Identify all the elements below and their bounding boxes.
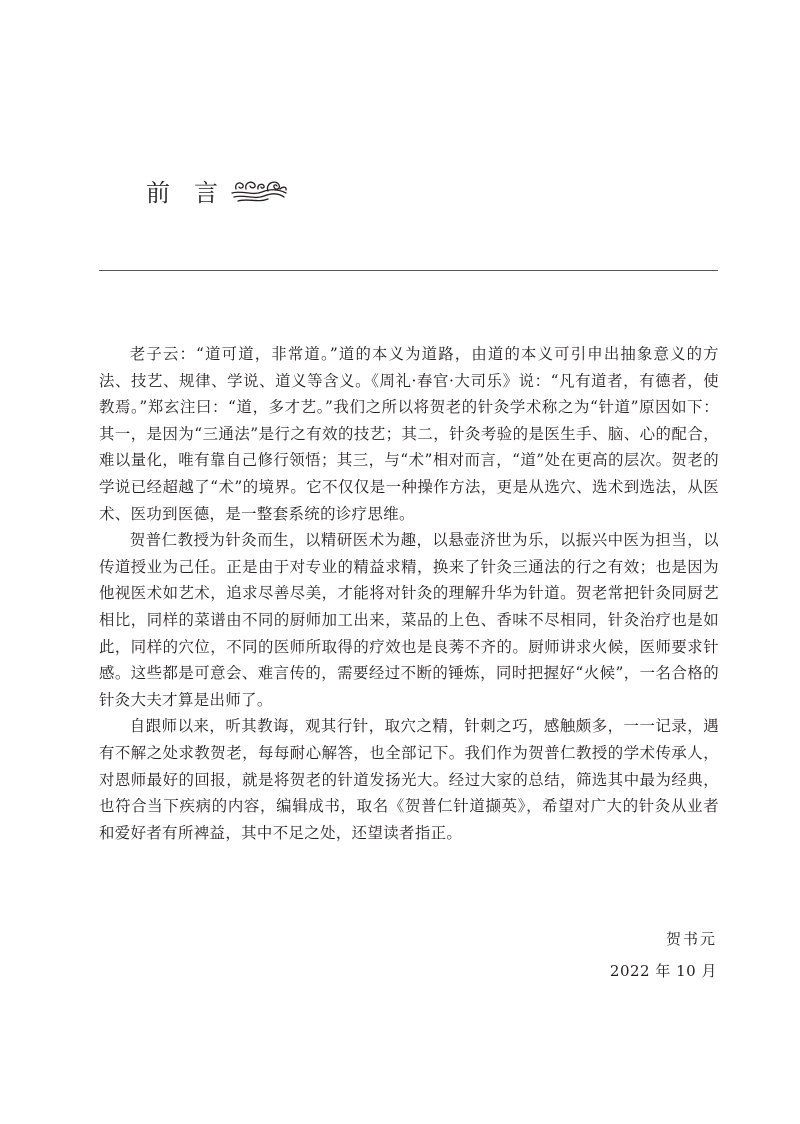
title-char-2: 言 [194, 178, 218, 207]
paragraph-3: 自跟师以来，听其教诲，观其行针，取穴之精，针刺之巧，感触颇多，一一记录，遇有不解之处求教贺老，每每耐心解答，也全部记下。我们作为贺普仁教授的学术传承人，对恩师最好的回报，就是将贺老的针道发扬光大。经过大家的总结，筛选其中最为经典，也符合当下疾病的内容，编辑成书，取名《贺普仁针道撷英》，希望对广大的针灸从业者和爱好者有所裨益，其中不足之处，还望读者指正。 [99, 717, 719, 842]
preface-body [99, 341, 719, 846]
signature-date: 2022 年 10 月 [609, 962, 717, 980]
paragraph-1: 老子云：“道可道，非常道。”道的本义为道路，由道的本义可引申出抽象意义的方法、技艺、规律、学说、道义等含义。《周礼·春官·大司乐》说：“凡有道者，有德者，使教焉。”郑玄注曰：“道，多才艺。”我们之所以将贺老的针灸学术称之为“针道”原因如下：其一，是因为“三通法”是行之有效的技艺；其二，针灸考验的是医生手、脑、心的配合，难以量化，唯有靠自己修行领悟；其三，与“术”相对而言，“道”处在更高的层次。贺老的学说已经超越了“术”的境界。它不仅仅是一种操作方法，更是从选穴、选术到选法，从医术、医功到医德，是一整套系统的诊疗思维。 [99, 345, 719, 523]
title-divider [99, 270, 718, 271]
author-signature: 贺书元 [665, 930, 717, 948]
title-char-1: 前 [146, 178, 170, 207]
cloud-ornament-icon [228, 177, 290, 203]
paragraph-2: 贺普仁教授为针灸而生，以精研医术为趣，以悬壶济世为乐，以振兴中医为担当，以传道授业为己任。正是由于对专业的精益求精，换来了针灸三通法的行之有效；也是因为他视医术如艺术，追求尽善尽美，才能将对针灸的理解升华为针道。贺老常把针灸同厨艺相比，同样的菜谱由不同的厨师加工出来，菜品的上色、香味不尽相同，针灸治疗也是如此，同样的穴位，不同的医师所取得的疗效也是良莠不齐的。厨师讲求火候，医师要求针感。这些都是可意会、难言传的，需要经过不断的锤炼，同时把握好“火候”，一名合格的针灸大夫才算是出师了。 [99, 531, 719, 709]
page-title [146, 170, 290, 210]
